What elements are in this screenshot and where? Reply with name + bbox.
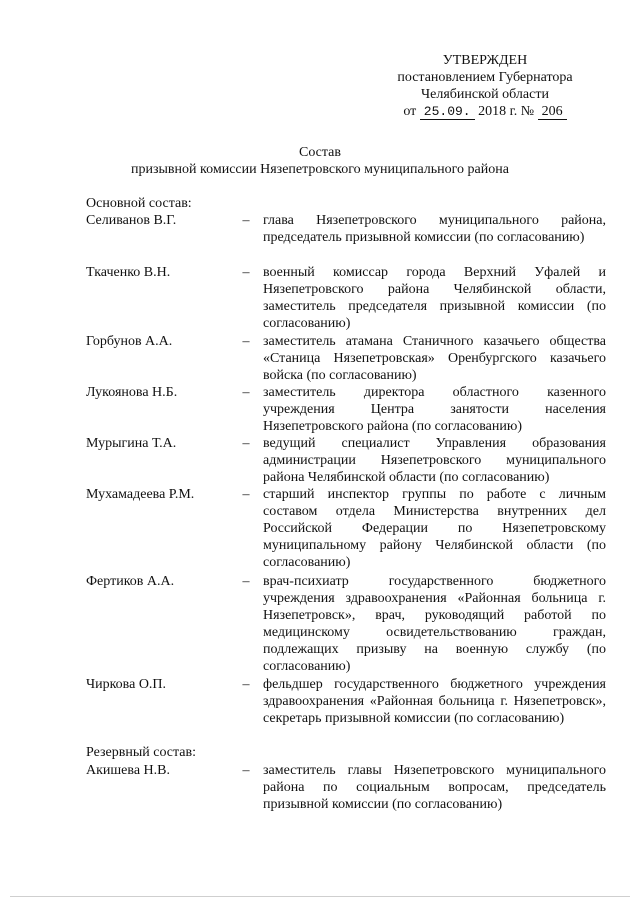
approval-date: 25.09. xyxy=(420,104,475,120)
member-name: Мухамадеева Р.М. xyxy=(86,487,195,502)
member-name: Акишева Н.В. xyxy=(86,763,170,778)
approval-title: УТВЕРЖДЕН xyxy=(442,53,528,68)
member-dash: – xyxy=(242,436,250,451)
member-role: военный комиссар города Верхний Уфалей и Нязепетровского района Челябинской области, заместитель председателя призывной комиссии (по согласованию) xyxy=(263,265,606,331)
member-dash: – xyxy=(242,677,250,692)
member-name: Ткаченко В.Н. xyxy=(86,265,171,280)
member-role: фельдшер государственного бюджетного учреждения здравоохранения «Районная больница г. Нязепетровск», секретарь призывной комиссии (по согласованию) xyxy=(263,677,606,726)
document-heading xyxy=(0,144,640,178)
member-role: заместитель атамана Станичного казачьего общества «Станица Нязепетровская» Оренбургского казачьего войска (по согласованию) xyxy=(263,334,606,383)
member-name: Чиркова О.П. xyxy=(86,677,167,692)
member-role: врач-психиатр государственного бюджетного учреждения здравоохранения «Районная больница г. Нязепетровск», врач, руководящий работой по медицинскому освидетельствованию граждан, подлежащих призыву на военную службу (по согласованию) xyxy=(263,574,606,674)
member-name: Селиванов В.Г. xyxy=(86,213,177,228)
member-dash: – xyxy=(242,574,250,589)
reserve-section-label: Резервный состав: xyxy=(86,745,197,760)
member-role: старший инспектор группы по работе с личным составом отдела Министерства внутренних дел Российской Федерации по Нязепетровскому муниципальному району Челябинской области (по согласованию) xyxy=(263,487,606,570)
main-section-label: Основной состав: xyxy=(86,196,192,211)
approval-number: 206 xyxy=(538,104,567,120)
heading-line-1: Состав xyxy=(298,145,341,160)
member-role: заместитель директора областного казенного учреждения Центра занятости населения Нязепетровского района (по согласованию) xyxy=(263,385,606,434)
approval-date-line xyxy=(380,103,590,120)
member-dash: – xyxy=(242,385,250,400)
member-dash: – xyxy=(242,213,250,228)
member-name: Мурыгина Т.А. xyxy=(86,436,177,451)
member-dash: – xyxy=(242,487,250,502)
page-bottom-divider xyxy=(10,896,630,897)
member-dash: – xyxy=(242,334,250,349)
member-name: Лукоянова Н.Б. xyxy=(86,385,178,400)
approval-year: 2018 г. xyxy=(478,104,518,119)
approval-block xyxy=(380,52,590,120)
member-role: глава Нязепетровского муниципального района, председатель призывной комиссии (по согласованию) xyxy=(263,213,606,245)
approval-line-2: Челябинской области xyxy=(421,87,549,102)
member-name: Горбунов А.А. xyxy=(86,334,173,349)
approval-line-1: постановлением Губернатора xyxy=(397,70,573,85)
heading-line-2: призывной комиссии Нязепетровского муниципального района xyxy=(131,162,509,177)
member-name: Фертиков А.А. xyxy=(86,574,175,589)
approval-number-label: № xyxy=(520,104,535,119)
member-role: заместитель главы Нязепетровского муниципального района по социальным вопросам, председатель призывной комиссии (по согласованию) xyxy=(263,763,606,812)
approval-from: от xyxy=(403,104,417,119)
member-dash: – xyxy=(242,763,250,778)
member-role: ведущий специалист Управления образования администрации Нязепетровского муниципального района Челябинской области (по согласованию) xyxy=(263,436,606,485)
member-dash: – xyxy=(242,265,250,280)
